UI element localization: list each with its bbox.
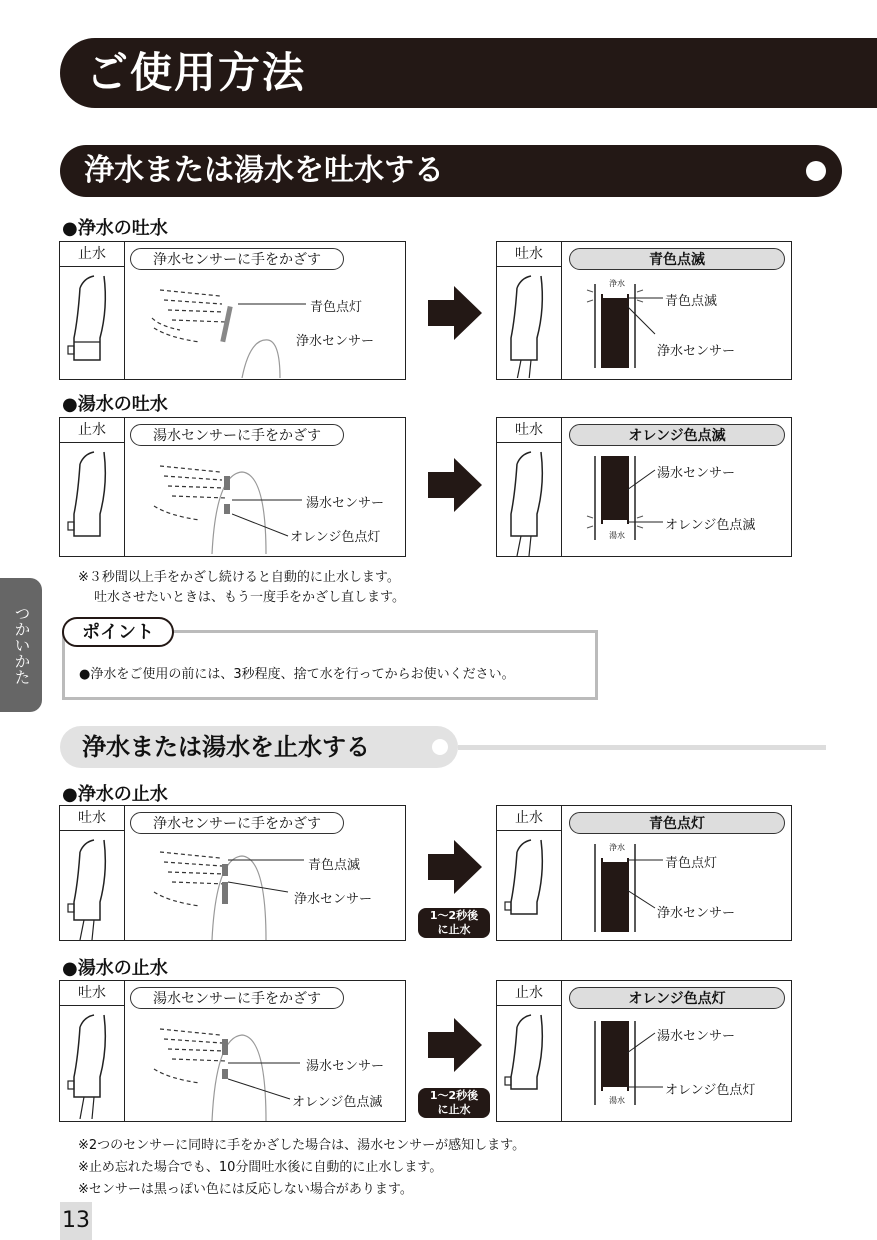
note: 吐水させたいときは、もう一度手をかざし直します。 [94,590,405,605]
faucet-icon [60,268,122,378]
section-title: 浄水または湯水を吐水する [84,153,444,188]
sensor-label: 浄水センサー [657,906,736,921]
circle-icon [432,739,448,755]
sensor-label: 湯水センサー [306,496,385,511]
faucet-icon [497,268,559,378]
status-pill: 青色点滅 [569,248,785,270]
note: ※2つのセンサーに同時に手をかざした場合は、湯水センサーが感知します。 [78,1138,526,1153]
state-label: 吐水 [497,418,561,443]
sensor-tag: 湯水 [609,1096,625,1105]
point-tag: ポイント [62,617,174,647]
state-label: 吐水 [60,981,124,1006]
sensor-tag: 浄水 [609,279,625,288]
section-header-stop [60,726,458,768]
timing-badge: 1～2秒後 に止水 [418,908,490,938]
panel-pure-dispense-after [496,241,792,380]
faucet-icon [60,832,122,940]
light-label: オレンジ色点灯 [290,530,381,545]
faucet-icon [60,444,122,554]
arrow-right-icon [428,458,482,512]
page-number: 13 [60,1202,92,1240]
state-label: 止水 [60,242,124,267]
subheading-hot-dispense: ●湯水の吐水 [62,394,168,415]
light-label: 青色点灯 [310,300,363,315]
note: ※３秒間以上手をかざし続けると自動的に止水します。 [78,570,400,585]
light-label: オレンジ色点滅 [665,518,756,533]
panel-pure-stop-before [59,805,406,941]
section-header-dispense [60,145,842,197]
sensor-tag: 浄水 [609,843,625,852]
faucet-icon [60,1007,122,1119]
timing-badge: 1～2秒後 に止水 [418,1088,490,1118]
sensor-label: 浄水センサー [296,334,375,349]
point-text: ●浄水をご使用の前には、3秒程度、捨て水を行ってからお使いください。 [79,667,515,682]
sensor-tag: 湯水 [609,531,625,540]
subheading-pure-stop: ●浄水の止水 [62,784,168,805]
instruction-pill: 湯水センサーに手をかざす [130,987,344,1009]
section-title: 浄水または湯水を止水する [82,733,370,761]
note: ※止め忘れた場合でも、10分間吐水後に自動的に止水します。 [78,1160,443,1175]
panel-pure-dispense-before [59,241,406,380]
faucet-icon [497,832,559,932]
sensor-label: 湯水センサー [306,1059,385,1074]
note: ※センサーは黒っぽい色には反応しない場合があります。 [78,1182,413,1197]
light-label: オレンジ色点灯 [665,1083,756,1098]
light-label: 青色点滅 [308,858,361,873]
panel-hot-stop-after [496,980,792,1122]
sensor-label: 湯水センサー [657,1029,736,1044]
subheading-pure-dispense: ●浄水の吐水 [62,218,168,239]
faucet-icon [497,1007,559,1107]
circle-icon [806,161,826,181]
sensor-label: 湯水センサー [657,466,736,481]
light-label: 青色点灯 [665,856,718,871]
page-title: ご使用方法 [60,38,877,108]
state-label: 止水 [497,806,561,831]
divider [458,745,826,750]
instruction-pill: 湯水センサーに手をかざす [130,424,344,446]
panel-hot-dispense-before [59,417,406,557]
state-label: 吐水 [497,242,561,267]
state-label: 吐水 [60,806,124,831]
leader-line [627,288,667,348]
panel-hot-dispense-after [496,417,792,557]
light-label: オレンジ色点滅 [292,1095,383,1110]
panel-pure-stop-after [496,805,792,941]
instruction-pill: 浄水センサーに手をかざす [130,248,344,270]
arrow-right-icon [428,286,482,340]
arrow-right-icon [428,1018,482,1072]
leader-line [627,850,667,910]
faucet-icon [497,444,559,556]
light-label: 青色点滅 [665,294,718,309]
panel-hot-stop-before [59,980,406,1122]
state-label: 止水 [60,418,124,443]
status-pill: オレンジ色点灯 [569,987,785,1009]
subheading-hot-stop: ●湯水の止水 [62,958,168,979]
sensor-label: 浄水センサー [294,892,373,907]
sensor-label: 浄水センサー [657,344,736,359]
arrow-right-icon [428,840,482,894]
status-pill: 青色点灯 [569,812,785,834]
side-tab: つかいかた [0,578,42,712]
state-label: 止水 [497,981,561,1006]
hand-wave-icon [150,278,310,378]
status-pill: オレンジ色点滅 [569,424,785,446]
instruction-pill: 浄水センサーに手をかざす [130,812,344,834]
